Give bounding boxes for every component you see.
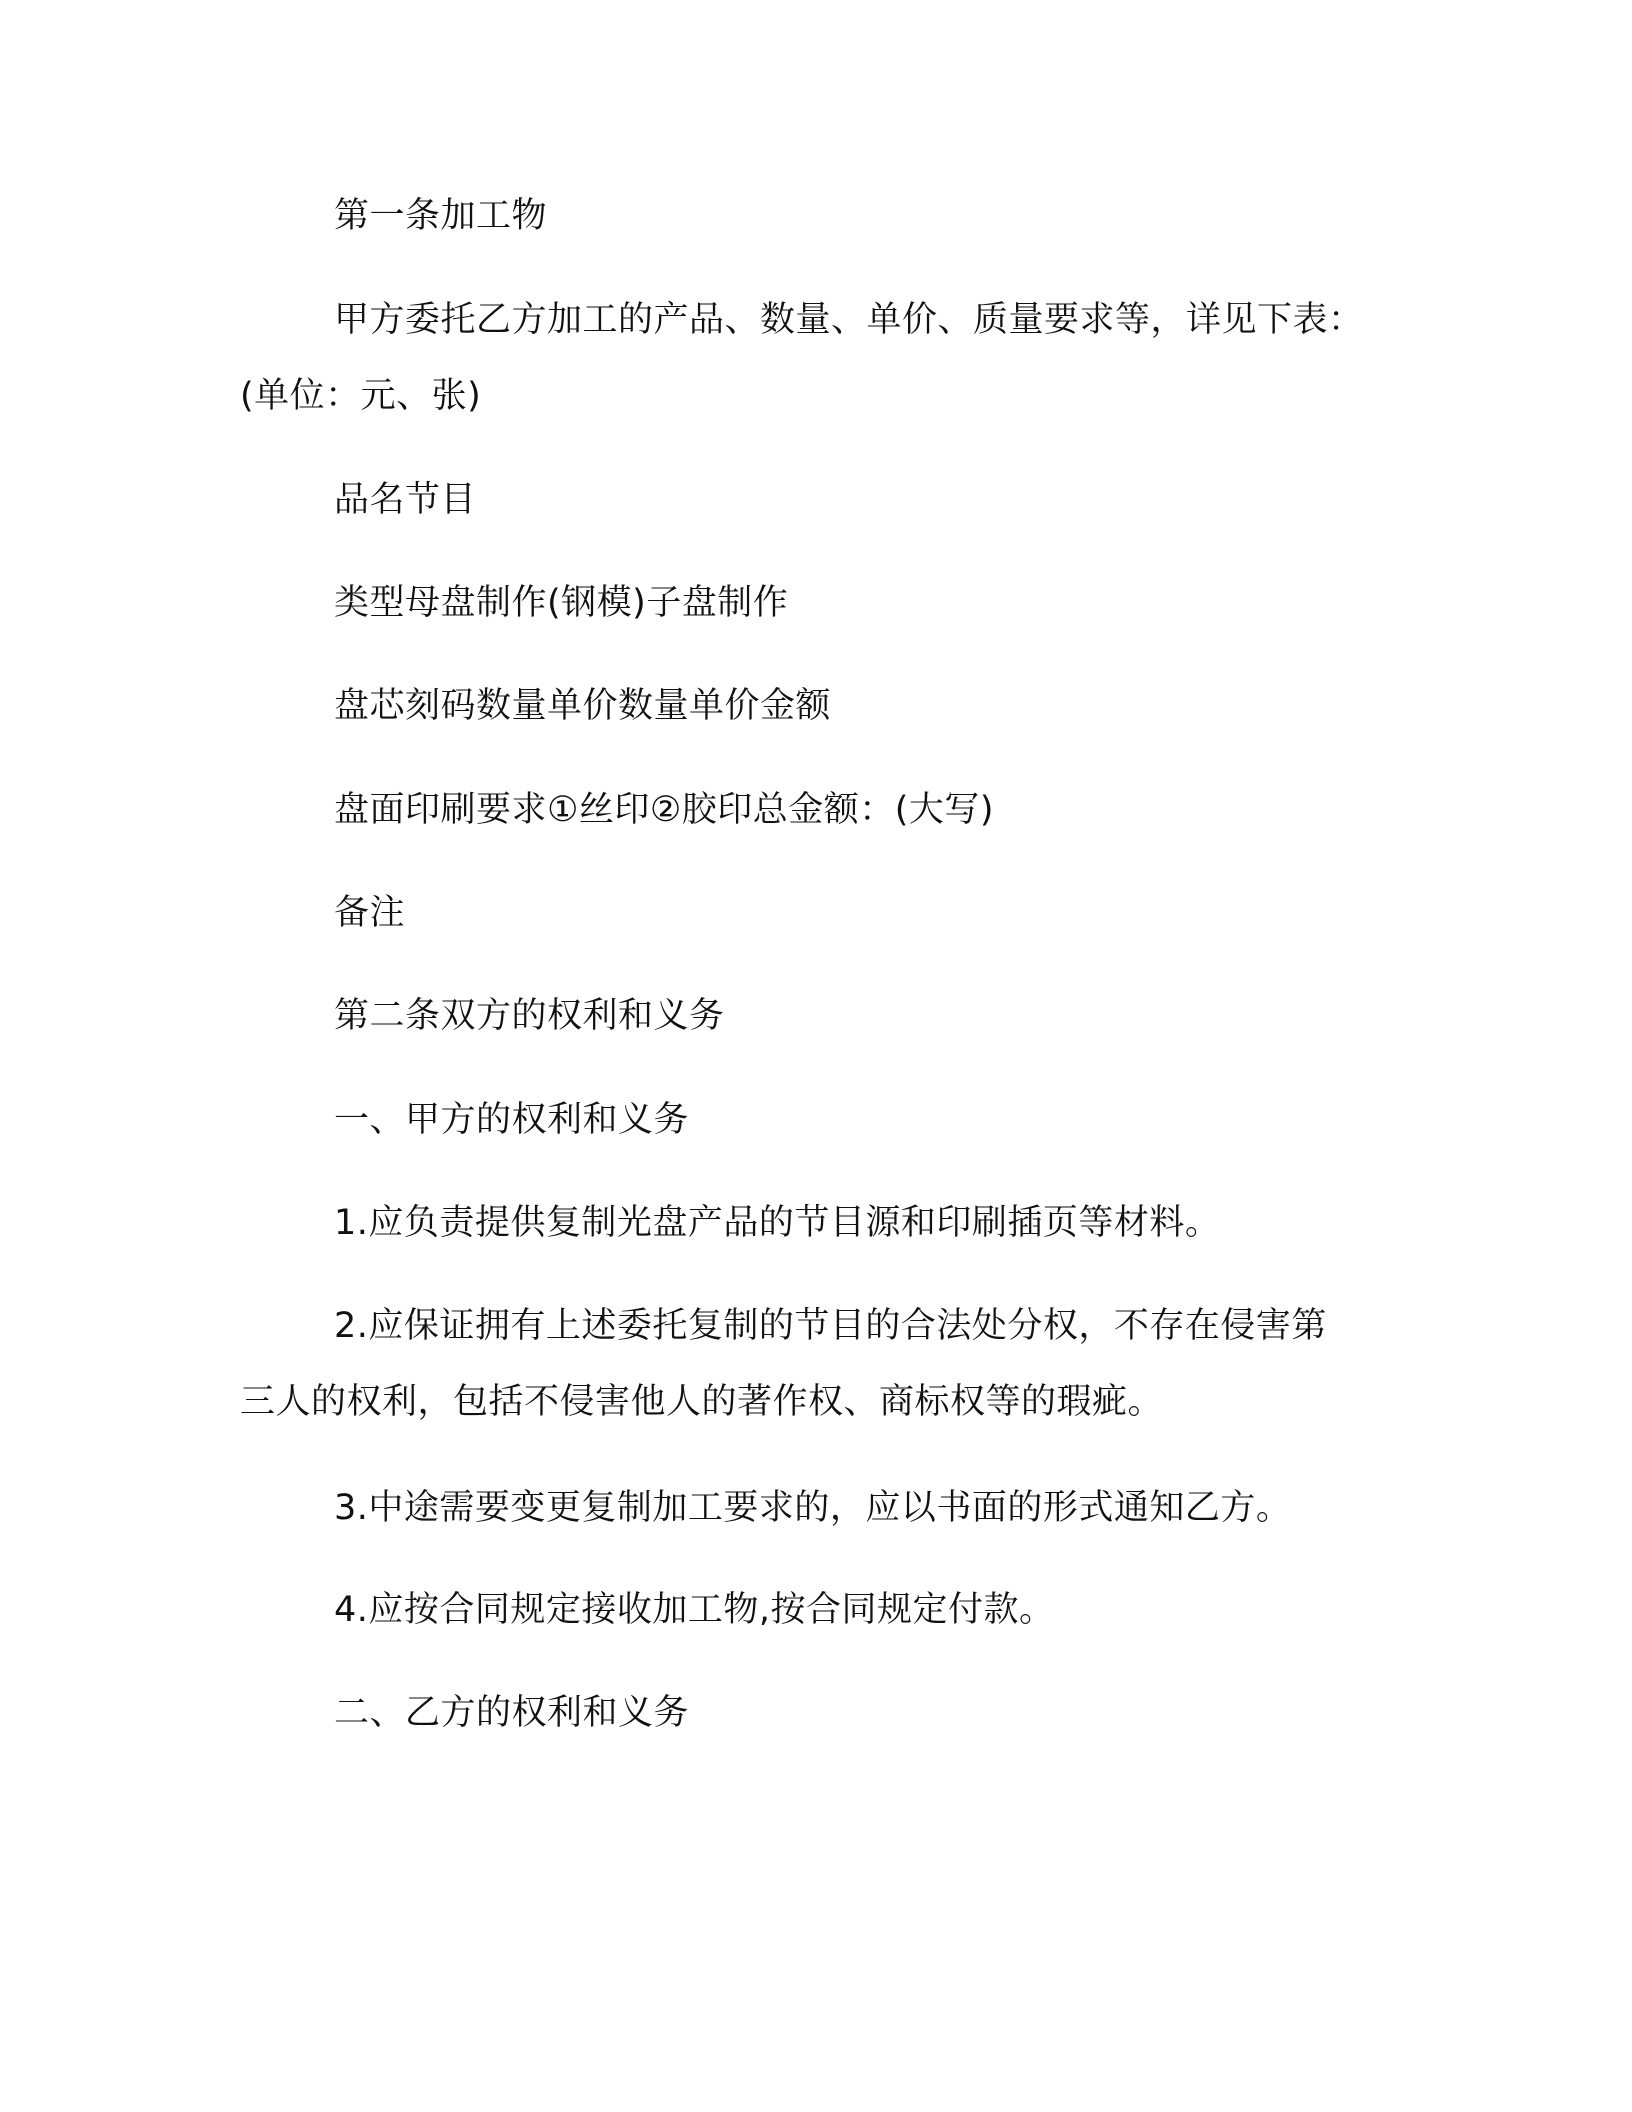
text-line: 甲方委托乙方加工的产品、数量、单价、质量要求等，详见下表： [334, 300, 1364, 340]
table-row-type: 类型母盘制作(钢模)子盘制作 [334, 583, 789, 623]
text-line: (单位：元、张) [240, 376, 482, 416]
party-a-item-4: 4.应按合同规定接收加工物,按合同规定付款。 [334, 1590, 1055, 1630]
table-row-printing: 盘面印刷要求①丝印②胶印总金额：(大写) [334, 790, 995, 830]
text-line: 三人的权利，包括不侵害他人的著作权、商标权等的瑕疵。 [240, 1382, 1164, 1422]
article-1-body [240, 282, 1400, 434]
section-party-b-heading: 二、乙方的权利和义务 [334, 1693, 690, 1733]
table-row-product-name: 品名节目 [334, 480, 477, 520]
party-a-item-1: 1.应负责提供复制光盘产品的节目源和印刷插页等材料。 [334, 1203, 1221, 1243]
section-party-a-heading: 一、甲方的权利和义务 [334, 1100, 690, 1140]
party-a-item-3: 3.中途需要变更复制加工要求的，应以书面的形式通知乙方。 [334, 1488, 1292, 1528]
article-2-heading: 第二条双方的权利和义务 [334, 996, 725, 1036]
article-1-heading: 第一条加工物 [334, 196, 548, 236]
table-row-remarks: 备注 [334, 893, 406, 933]
party-a-item-2 [240, 1288, 1400, 1440]
table-row-disc-code: 盘芯刻码数量单价数量单价金额 [334, 686, 832, 726]
text-line: 2.应保证拥有上述委托复制的节目的合法处分权，不存在侵害第 [334, 1306, 1327, 1346]
